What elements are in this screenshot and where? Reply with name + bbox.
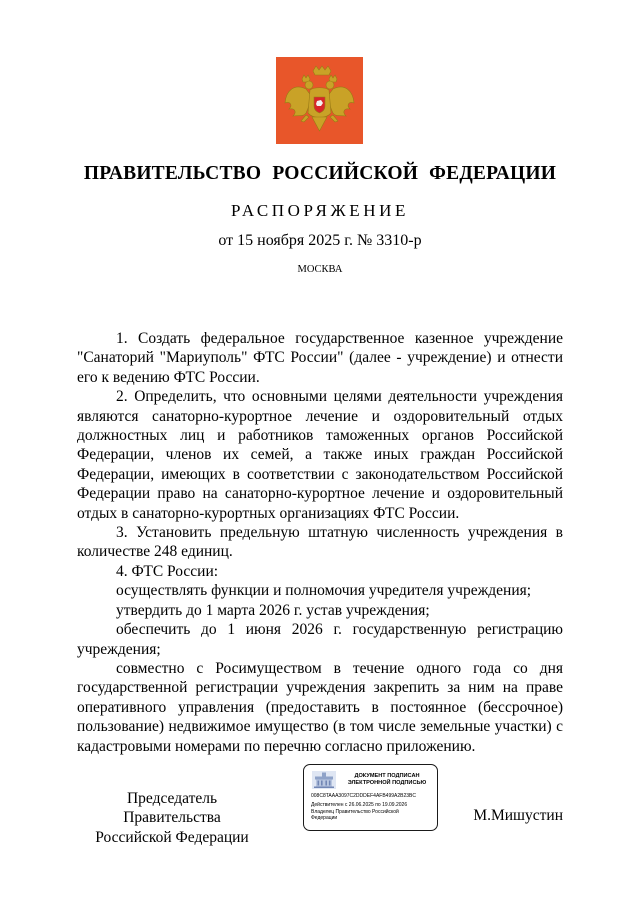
paragraph: 1. Создать федеральное государственное казенное учреждение "Санаторий "Мариуполь" ФТС России" (далее - учреждение) и отнести его к ведению ФТС России. xyxy=(77,330,563,386)
paragraph: 2. Определить, что основными целями деятельности учреждения являются санаторно-курортное лечение и оздоровительный отдых должностных лиц и работников таможенных органов Российской Федерации, членов их семей, а также иных граждан Российской Федерации, имеющих в соответствии с законодательством Российской Федерации право на санаторно-курортное лечение и оздоровительный отдых в санаторно-курортных организациях ФТС России. xyxy=(77,388,563,522)
stamp-header-line: ЭЛЕКТРОННОЙ ПОДПИСЬЮ xyxy=(347,780,427,786)
document-type: РАСПОРЯЖЕНИЕ xyxy=(230,201,410,220)
paragraph: утвердить до 1 марта 2026 г. устав учреждения; xyxy=(116,601,430,619)
stamp-owner: Владелец Правительство Российской xyxy=(311,809,399,815)
signatory-position xyxy=(77,789,267,847)
paragraph: обеспечить до 1 июня 2026 г. государственную регистрацию учреждения; xyxy=(77,621,563,658)
signatory-position-line: Российской Федерации xyxy=(95,828,249,846)
stamp-owner: Федерации xyxy=(311,815,338,821)
paragraph: совместно с Росимуществом в течение одного года со дня государственной регистрации учреждения закрепить за ним на праве оперативного управления (предоставить в постоянное (бессрочное) пользование) недвижимое имущество (в том числе земельные участки) с кадастровыми номерами по перечню согласно приложению. xyxy=(77,659,563,755)
signatory-name: М.Мишустин xyxy=(473,807,563,824)
document-body xyxy=(77,329,563,756)
signatory-position-line: Председатель Правительства xyxy=(123,790,221,827)
stamp-header-line: ДОКУМЕНТ ПОДПИСАН xyxy=(354,773,420,779)
stamp-validity: Действителен с 26.06.2025 по 19.09.2026 xyxy=(311,802,408,808)
coat-of-arms-icon xyxy=(276,57,363,144)
paragraph: 3. Установить предельную штатную численность учреждения в количестве 248 единиц. xyxy=(77,524,563,561)
document-date-number: от 15 ноября 2025 г. № 3310-р xyxy=(218,232,422,249)
organization-title: ПРАВИТЕЛЬСТВО РОССИЙСКОЙ ФЕДЕРАЦИИ xyxy=(83,163,557,184)
paragraph: осуществлять функции и полномочия учредителя учреждения; xyxy=(116,582,532,600)
government-building-icon xyxy=(312,771,336,789)
electronic-signature-stamp xyxy=(303,764,438,831)
document-city: МОСКВА xyxy=(297,264,343,275)
paragraph: 4. ФТС России: xyxy=(116,562,219,580)
stamp-header xyxy=(340,773,434,787)
stamp-certificate: 008C8TAAA3097C2DDDEF4AFB499A2B23BC xyxy=(311,793,416,799)
